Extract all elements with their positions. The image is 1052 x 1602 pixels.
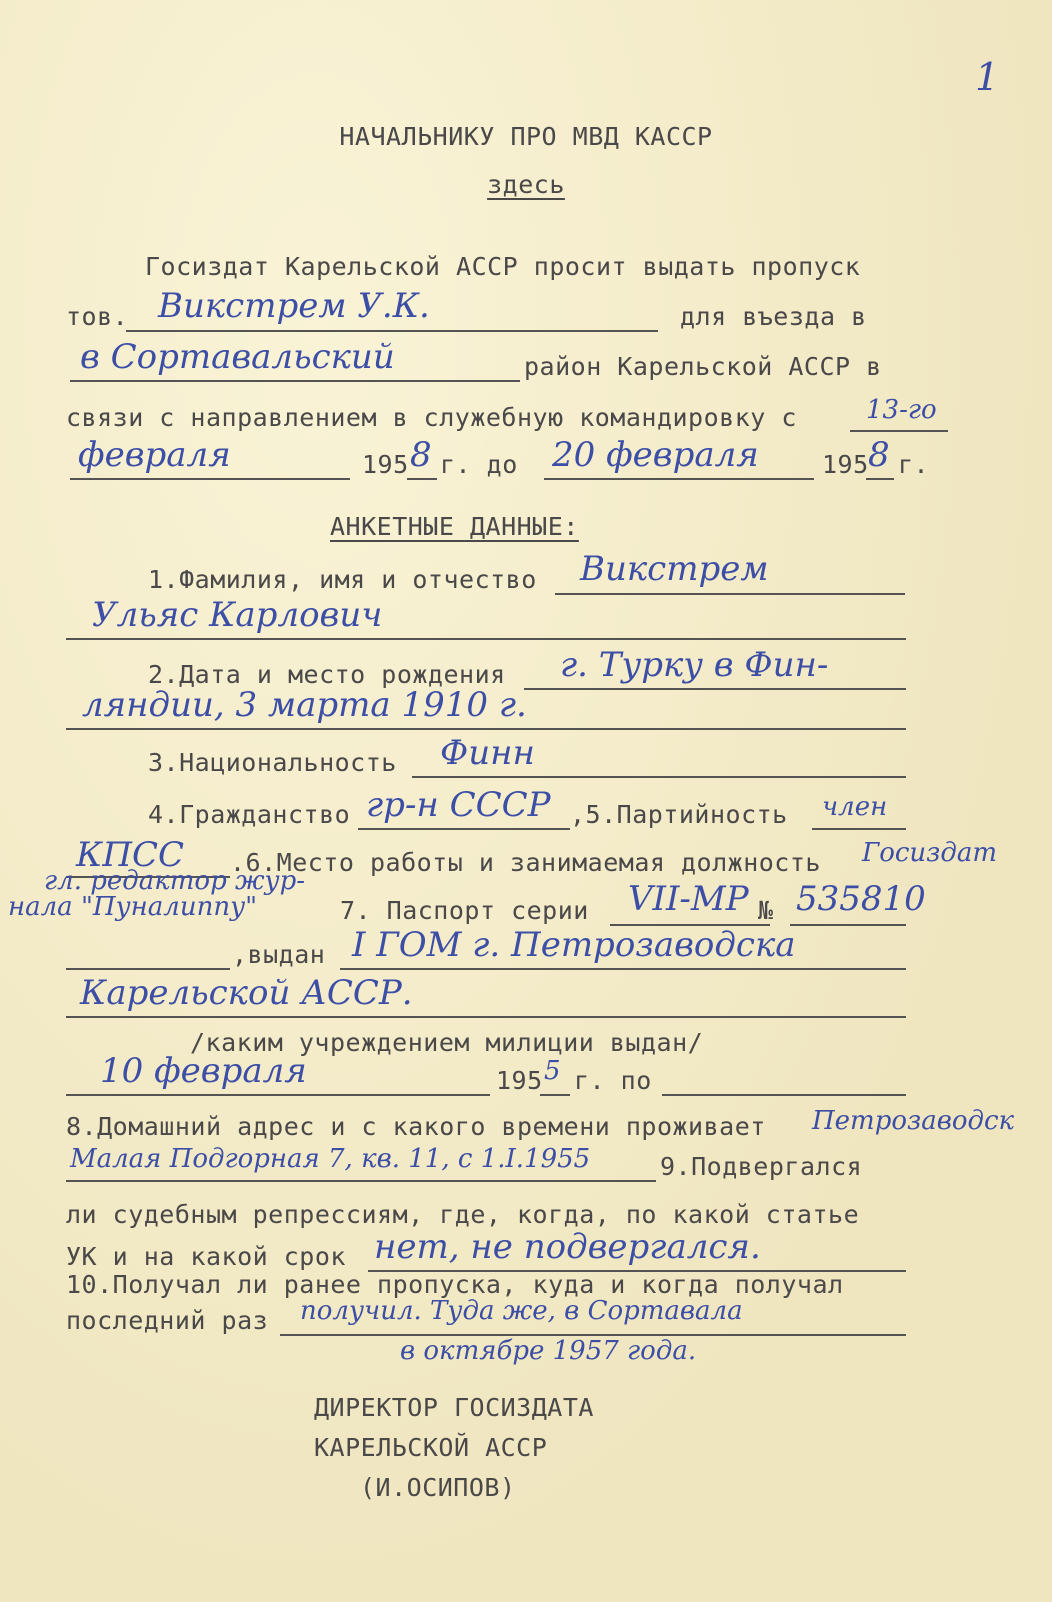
q1-line-b (66, 638, 906, 640)
district-value: в Сортавальский (80, 337, 395, 377)
issued-value-b: Карельской АССР. (80, 973, 413, 1013)
issued-line-b (66, 1016, 906, 1018)
q2-label: 2.Дата и место рождения (148, 660, 506, 689)
q2-line-a (524, 688, 906, 690)
issued-date: 10 февраля (100, 1051, 307, 1091)
valid-to-label: г. по (574, 1066, 652, 1095)
from-day-line (850, 430, 948, 432)
from-year-line (407, 478, 437, 480)
trip-label: связи с направлением в служебную командировку с (66, 403, 797, 432)
q1-line-a (555, 593, 905, 595)
q9-label: 9.Подвергался (660, 1152, 863, 1181)
q8-line-b (66, 1180, 656, 1182)
location: здесь (487, 170, 565, 199)
from-month: февраля (78, 435, 231, 475)
q4-value: гр-н СССР (366, 785, 551, 825)
q10-value-b: в октябре 1957 года. (400, 1336, 697, 1366)
q6-value-a: Госиздат (862, 838, 997, 868)
q8-value-a: Петрозаводск (812, 1106, 1015, 1136)
survey-title: АНКЕТНЫЕ ДАННЫЕ: (330, 512, 579, 541)
q1-label: 1.Фамилия, имя и отчество (148, 565, 537, 594)
district-label: район Карельской АССР в (524, 352, 882, 381)
q9-value: нет, не подвергался. (374, 1227, 761, 1267)
q7-no-label: № (758, 896, 774, 925)
q3-line (412, 776, 906, 778)
issued-blank-line (66, 968, 230, 970)
q5-line-a (812, 828, 906, 830)
to-year-prefix: 195 (822, 450, 869, 479)
signature-title-2: КАРЕЛЬСКОЙ АССР (314, 1433, 548, 1462)
q10-value-a: получил. Туда же, в Сортавала (300, 1296, 743, 1326)
issued-year-prefix: 195 (496, 1066, 543, 1095)
to-label: г. до (440, 450, 518, 479)
tov-label: тов. (66, 302, 129, 331)
tov-value: Викстрем У.К. (158, 286, 430, 326)
q2-value-b: ляндии, 3 марта 1910 г. (82, 685, 527, 725)
page-number: 1 (975, 55, 1000, 99)
q7-label: 7. Паспорт серии (340, 896, 589, 925)
q9-text: ли судебным репрессиям, где, когда, по какой статье (66, 1200, 860, 1229)
issued-label: ,выдан (232, 940, 326, 969)
tov-line (126, 330, 658, 332)
from-year-digit: 8 (410, 435, 432, 475)
issued-date-line (66, 1094, 490, 1096)
q8-value-b: Малая Подгорная 7, кв. 11, с 1.I.1955 (70, 1144, 591, 1174)
to-year-suffix: г. (898, 450, 930, 479)
q5-value-b: КПСС (76, 835, 184, 875)
issued-year-digit: 5 (544, 1056, 561, 1086)
q6-value-c: нала "Пуналиппу" (8, 892, 258, 922)
q8-label: 8.Домашний адрес и с какого времени проживает (66, 1112, 766, 1141)
to-date-line (544, 478, 814, 480)
q7-series: VII-МР (628, 879, 749, 919)
q9-label-b: УК и на какой срок (66, 1242, 346, 1271)
issued-year-line (540, 1094, 570, 1096)
q6-label: .6.Место работы и занимаемая должность (230, 848, 821, 877)
q4-label: 4.Гражданство (148, 800, 351, 829)
q7-number-line (790, 924, 906, 926)
q4-line (358, 828, 570, 830)
district-line (70, 380, 520, 382)
q7-number: 535810 (796, 879, 926, 919)
signature-title-1: ДИРЕКТОР ГОСИЗДАТА (314, 1393, 594, 1422)
from-day: 13-го (866, 395, 937, 425)
q10-label-b: последний раз (66, 1306, 269, 1335)
addressee: НАЧАЛЬНИКУ ПРО МВД КАССР (339, 122, 713, 151)
q2-line-b (66, 728, 906, 730)
q6-value-b: гл. редактор жур- (44, 866, 306, 896)
request-intro: Госиздат Карельской АССР просит выдать пропуск (145, 252, 861, 281)
from-month-line (70, 478, 350, 480)
issued-value-a: I ГОМ г. Петрозаводска (352, 925, 796, 965)
issued-line-a (340, 968, 906, 970)
q5-value-a: член (822, 792, 888, 822)
to-year-line (866, 478, 894, 480)
signature-name: (И.ОСИПОВ) (360, 1473, 516, 1502)
q1-value-a: Викстрем (580, 549, 769, 589)
q3-value: Финн (440, 733, 535, 773)
q5-label: ,5.Партийность (570, 800, 788, 829)
q10-text: 10.Получал ли ранее пропуска, куда и когда получал (66, 1270, 844, 1299)
entry-label: для въезда в (680, 302, 867, 331)
valid-to-line (662, 1094, 906, 1096)
issued-by-caption: /каким учреждением милиции выдан/ (190, 1028, 704, 1057)
to-date: 20 февраля (552, 435, 759, 475)
q2-value-a: г. Турку в Фин- (560, 645, 829, 685)
q3-label: 3.Национальность (148, 748, 397, 777)
from-year-prefix: 195 (362, 450, 409, 479)
q1-value-b: Ульяс Карлович (92, 595, 383, 635)
to-year-digit: 8 (868, 435, 890, 475)
